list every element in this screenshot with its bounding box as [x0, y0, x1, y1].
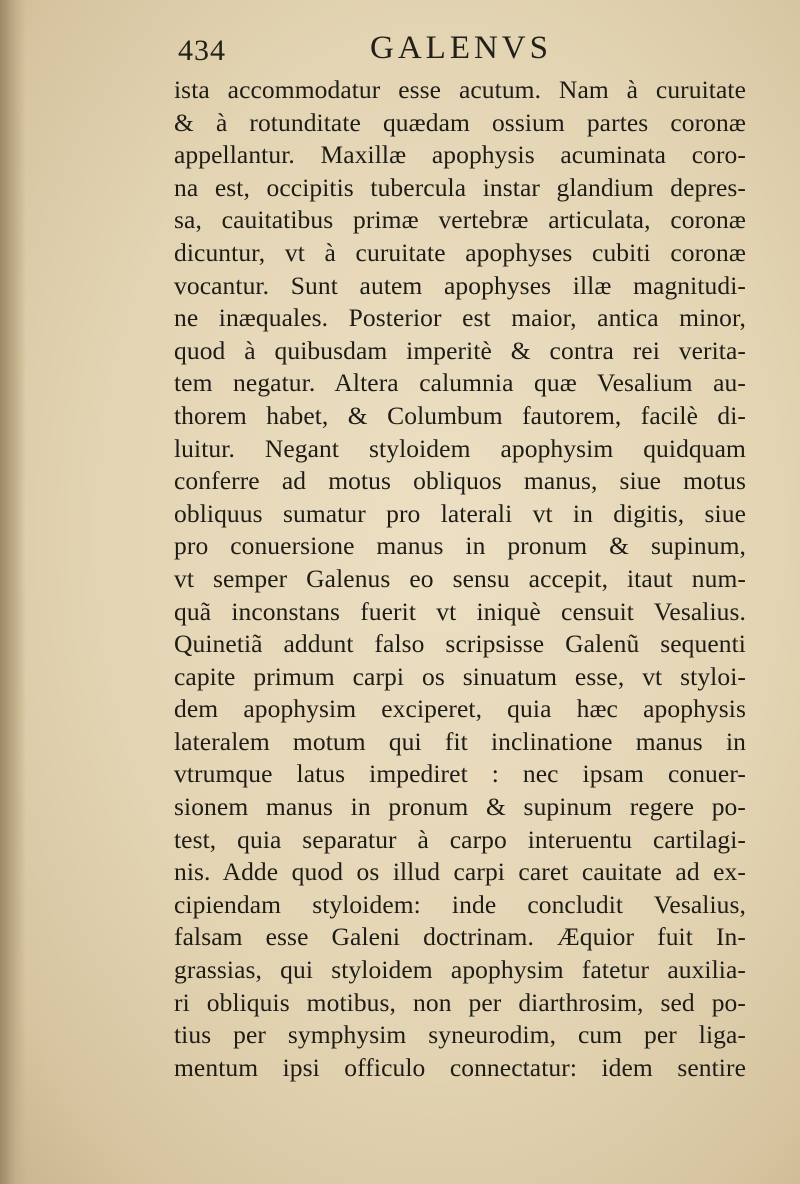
page-number: 434: [178, 34, 226, 67]
text-line: ista accommodatur esse acutum. Nam à curuitate: [174, 75, 746, 104]
text-line: vocantur. Sunt autem apophyses illæ magnitudi-: [174, 270, 746, 300]
text-line: test, quia separatur à carpo interuentu cartilagi-: [174, 824, 746, 854]
text-line: vtrumque latus impediret : nec ipsam conuer-: [174, 759, 746, 789]
text-line: sa, cauitatibus primæ vertebræ articulata, coronæ: [174, 205, 746, 235]
text-line: lateralem motum qui fit inclinatione manus in: [174, 726, 746, 756]
text-line: appellantur. Maxillæ apophysis acuminata coro-: [174, 140, 746, 170]
text-line: tius per symphysim syneurodim, cum per liga-: [174, 1020, 746, 1050]
text-line: conferre ad motus obliquos manus, siue motus: [174, 466, 746, 496]
text-line: cipiendam styloidem: inde concludit Vesalius,: [174, 889, 746, 919]
text-line: dicuntur, vt à curuitate apophyses cubiti coronæ: [174, 237, 746, 267]
text-line: sionem manus in pronum & supinum regere po-: [174, 792, 746, 822]
text-line: vt semper Galenus eo sensu accepit, itaut num-: [174, 563, 746, 593]
text-line: ne inæquales. Posterior est maior, antica minor,: [174, 303, 746, 333]
text-line: pro conuersione manus in pronum & supinum,: [174, 531, 746, 561]
text-line: quod à quibusdam imperitè & contra rei verita-: [174, 335, 746, 365]
page-gutter-shadow: [0, 0, 26, 1184]
text-line: tem negatur. Altera calumnia quæ Vesalium au-: [174, 368, 746, 398]
text-line: obliquus sumatur pro laterali vt in digitis, siue: [174, 498, 746, 528]
text-line: nis. Adde quod os illud carpi caret cauitate ad ex-: [174, 857, 746, 887]
text-line: luitur. Negant styloidem apophysim quidquam: [174, 433, 746, 463]
text-line: na est, occipitis tubercula instar glandium depres-: [174, 172, 746, 202]
text-line: grassias, qui styloidem apophysim fatetur auxilia-: [174, 955, 746, 985]
text-line: ri obliquis motibus, non per diarthrosim, sed po-: [174, 987, 746, 1017]
text-line: Quinetiã addunt falso scripsisse Galenũ sequenti: [174, 629, 746, 659]
text-line: thorem habet, & Columbum fautorem, facilè di-: [174, 400, 746, 430]
running-head: GALENVS: [370, 30, 552, 66]
text-line: capite primum carpi os sinuatum esse, vt styloi-: [174, 661, 746, 691]
text-line: quã inconstans fuerit vt iniquè censuit Vesalius.: [174, 596, 746, 626]
page-header: [178, 28, 598, 72]
text-line: & à rotunditate quædam ossium partes coronæ: [174, 107, 746, 137]
text-line: falsam esse Galeni doctrinam. Æquior fuit In-: [174, 922, 746, 952]
text-line: dem apophysim exciperet, quia hæc apophysis: [174, 694, 746, 724]
text-line: mentum ipsi officulo connectatur: idem sentire: [174, 1052, 746, 1082]
body-text: [174, 74, 746, 1084]
